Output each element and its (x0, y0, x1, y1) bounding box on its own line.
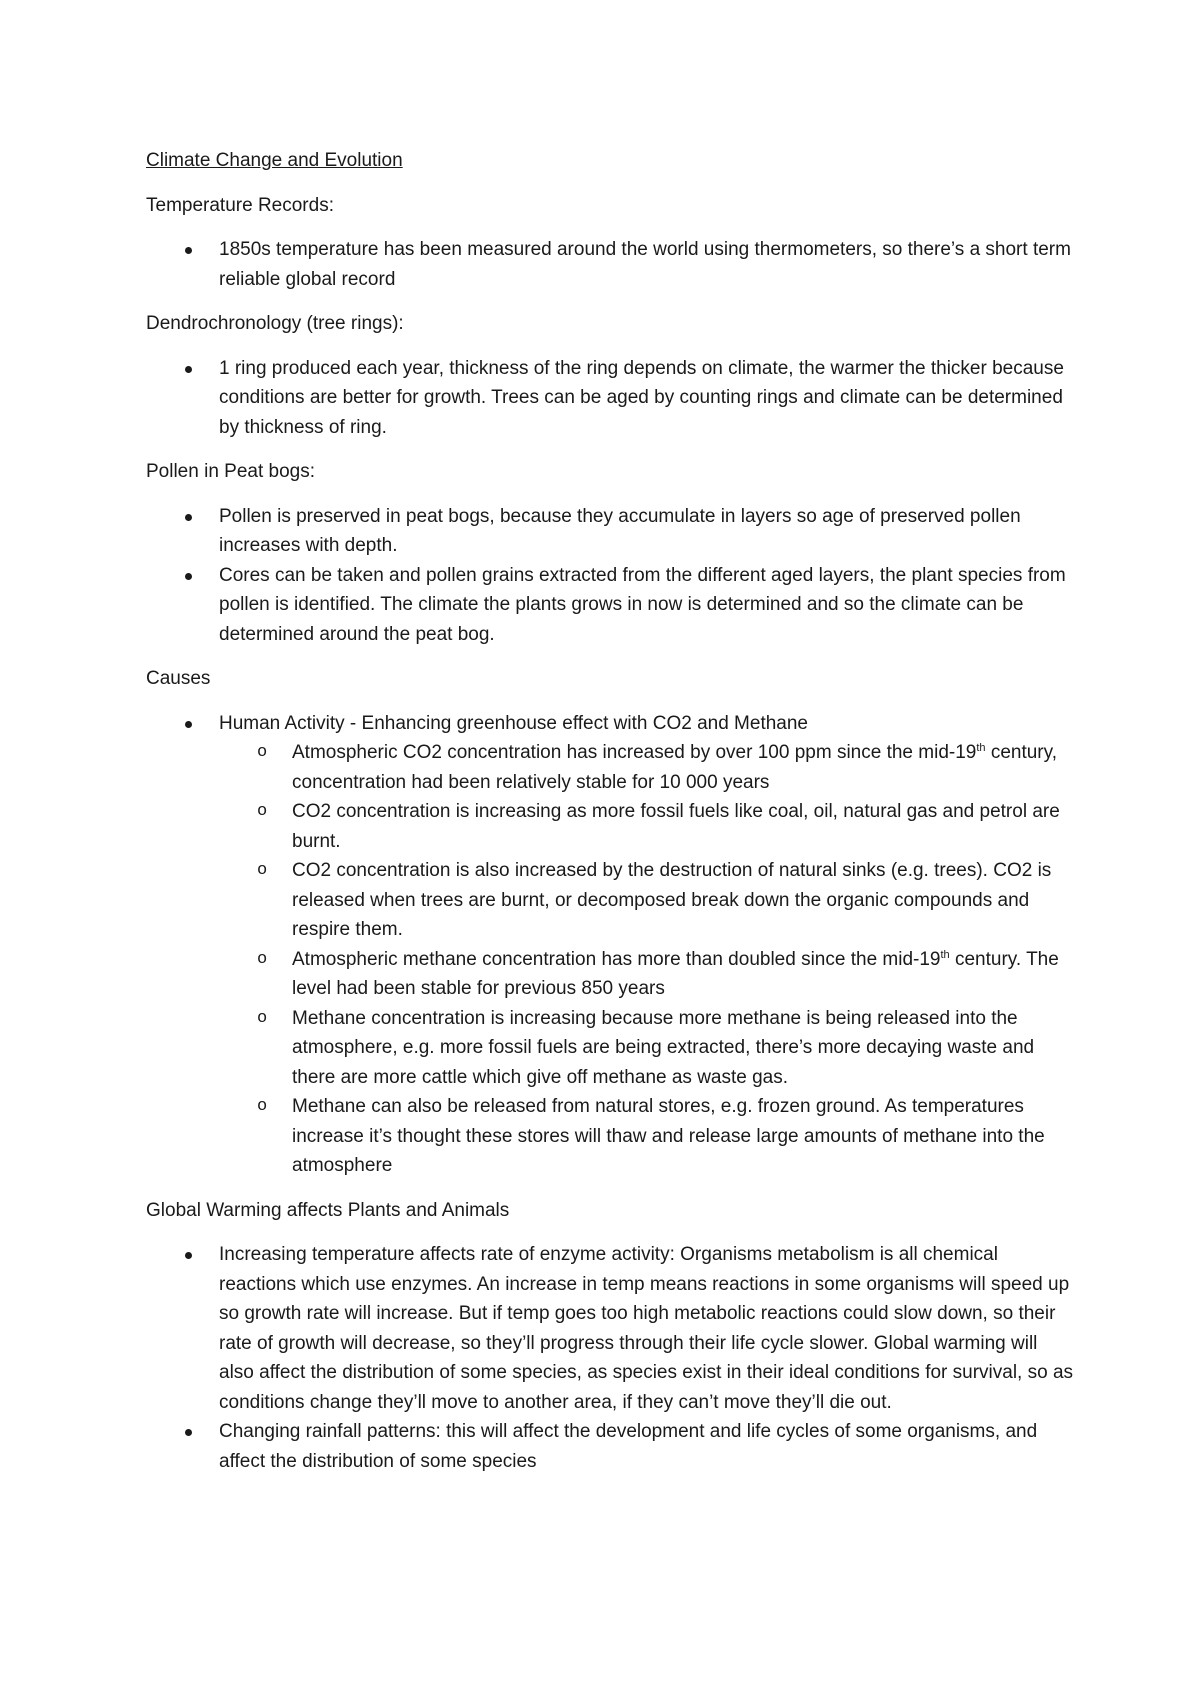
bullet-item (146, 561, 1076, 650)
bullet-item (146, 502, 1076, 561)
document-body (146, 191, 1076, 1477)
sub-bullet-marker-icon: o (257, 861, 268, 880)
bullet-text: Human Activity - Enhancing greenhouse effect with CO2 and Methane (219, 712, 808, 734)
sub-bullet-text: CO2 concentration is increasing as more fossil fuels like coal, oil, natural gas and petrol are burnt. (292, 801, 1060, 852)
document-page (146, 146, 1076, 1491)
bullet-list (146, 1240, 1076, 1476)
bullet-text: Pollen is preserved in peat bogs, because they accumulate in layers so age of preserved pollen increases with depth. (219, 505, 1021, 556)
bullet-item (146, 1240, 1076, 1417)
sub-bullet-text: Atmospheric methane concentration has more than doubled since the mid-19 (292, 948, 941, 970)
bullet-dot-icon (185, 1252, 192, 1259)
section-heading: Dendrochronology (tree rings): (146, 313, 404, 334)
sub-bullet-marker-icon: o (257, 743, 268, 762)
sub-bullet-text-continued: century. The level had been stable for previous 850 years (292, 948, 1059, 999)
bullet-item (146, 235, 1076, 294)
bullet-item (146, 354, 1076, 443)
sub-bullet-item (257, 945, 1076, 1004)
section-heading: Pollen in Peat bogs: (146, 461, 316, 482)
bullet-dot-icon (185, 247, 192, 254)
bullet-dot-icon (185, 514, 192, 521)
sub-bullet-text: Atmospheric CO2 concentration has increased by over 100 ppm since the mid-19 (292, 742, 977, 763)
sub-bullet-item (257, 856, 1076, 945)
section-heading: Causes (146, 668, 211, 689)
sub-bullet-text: Methane can also be released from natural stores, e.g. frozen ground. As temperatures increase it’s thought these stores will thaw and release large amounts of methane into the atmosphere (292, 1096, 1045, 1176)
section-heading: Global Warming affects Plants and Animals (146, 1199, 510, 1221)
section-heading: Temperature Records: (146, 194, 334, 216)
sub-bullet-marker-icon: o (257, 1097, 268, 1116)
sub-bullet-marker-icon: o (257, 802, 268, 821)
sub-bullet-list (219, 738, 1076, 1181)
bullet-item (146, 1417, 1076, 1476)
bullet-text: Increasing temperature affects rate of enzyme activity: Organisms metabolism is all chemical reactions which use enzymes. An increase in temp means reactions in some organisms will speed up so growth rate will increase. But if temp goes too high metabolic reactions could slow down, so their rate of growth will decrease, so they’ll progress through their life cycle slower. Global warming will also affect the distribution of some species, as species exist in their ideal conditions for survival, so as conditions change they’ll move to another area, if they can’t move they’ll die out. (219, 1244, 1074, 1413)
sub-bullet-item (257, 1004, 1076, 1093)
bullet-text: 1 ring produced each year, thickness of the ring depends on climate, the warmer the thicker because conditions are better for growth. Trees can be aged by counting rings and climate can be determined by thickness of ring. (219, 357, 1064, 438)
bullet-dot-icon (185, 573, 192, 580)
sub-bullet-text: CO2 concentration is also increased by the destruction of natural sinks (e.g. trees). CO2 is released when trees are burnt, or decomposed break down the organic compounds and respire them. (292, 860, 1052, 940)
superscript: th (940, 948, 950, 961)
bullet-list (146, 502, 1076, 650)
bullet-dot-icon (185, 721, 192, 728)
bullet-list (146, 354, 1076, 443)
bullet-text: 1850s temperature has been measured around the world using thermometers, so there’s a short term reliable global record (219, 239, 1071, 290)
sub-bullet-item (257, 1092, 1076, 1181)
superscript: th (976, 742, 986, 754)
bullet-dot-icon (185, 366, 192, 373)
sub-bullet-item (257, 797, 1076, 856)
bullet-dot-icon (185, 1429, 192, 1436)
bullet-text: Cores can be taken and pollen grains extracted from the different aged layers, the plant species from pollen is identified. The climate the plants grows in now is determined and so the climate can be determined around the peat bog. (219, 564, 1066, 645)
sub-bullet-marker-icon: o (257, 1008, 268, 1028)
document-title: Climate Change and Evolution (146, 150, 403, 171)
bullet-item (146, 709, 1076, 1181)
sub-bullet-item (257, 738, 1076, 797)
sub-bullet-text: Methane concentration is increasing because more methane is being released into the atmosphere, e.g. more fossil fuels are being extracted, there’s more decaying waste and there are more cattle which give off methane as waste gas. (292, 1007, 1035, 1088)
bullet-text: Changing rainfall patterns: this will affect the development and life cycles of some organisms, and affect the distribution of some species (219, 1421, 1038, 1472)
sub-bullet-text-continued: century, concentration had been relatively stable for 10 000 years (292, 742, 1058, 793)
bullet-list (146, 235, 1076, 294)
bullet-list (146, 709, 1076, 1181)
sub-bullet-marker-icon: o (257, 949, 268, 969)
